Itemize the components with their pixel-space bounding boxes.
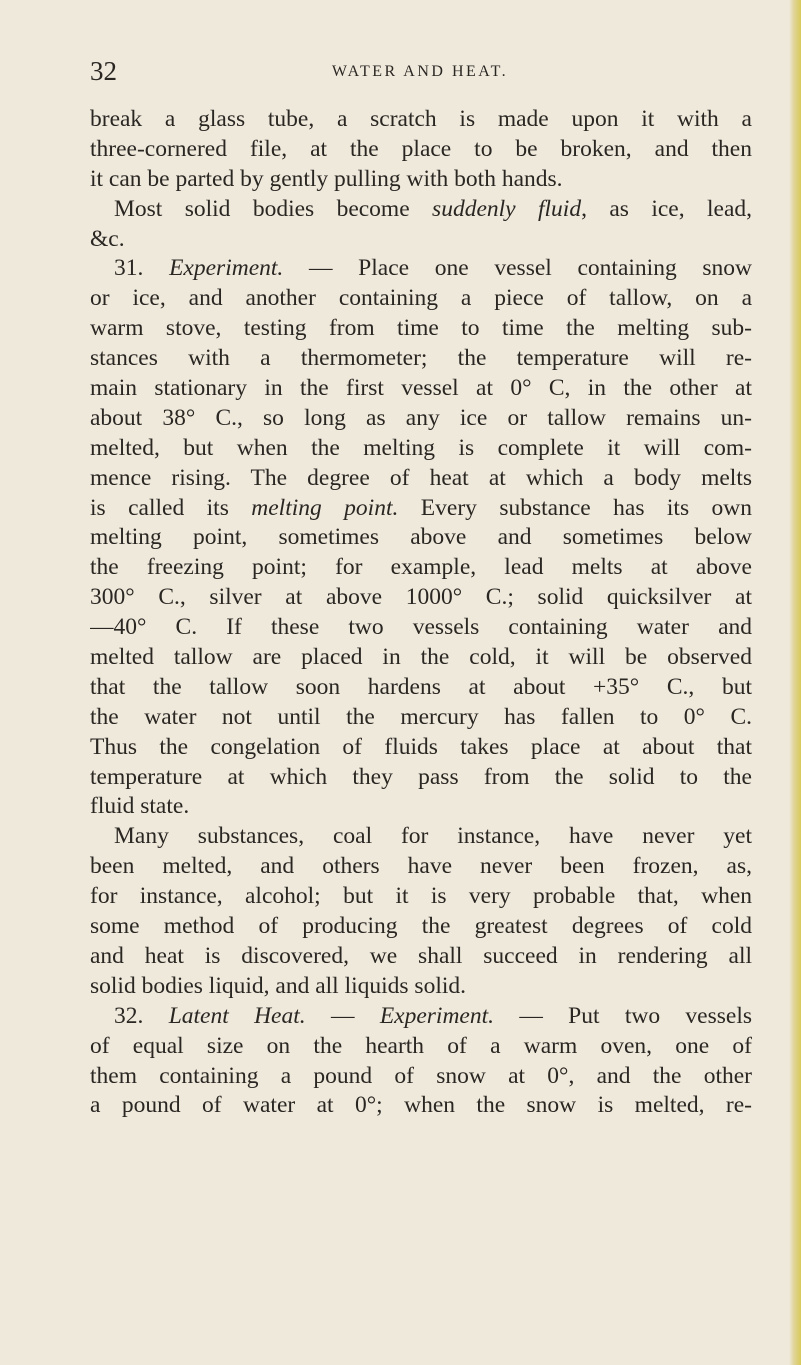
text-line (90, 434, 752, 464)
text-segment: &c. (90, 225, 125, 252)
text-segment: them containing a pound of snow at 0°, and the other (90, 1062, 752, 1089)
text-line (90, 613, 752, 643)
text-segment: 300° C., silver at above 1000° C.; solid quicksilver at (90, 584, 752, 611)
text-segment: 32. (114, 1002, 169, 1029)
text-line (90, 344, 752, 374)
text-segment: break a glass tube, a scratch is made upon it with a (90, 106, 752, 132)
text-line (90, 225, 752, 255)
italic-text: Experiment. (169, 255, 284, 282)
text-line (90, 404, 752, 434)
text-segment: of equal size on the hearth of a warm oven, one of (90, 1032, 752, 1059)
text-segment: is called its (90, 494, 252, 521)
text-segment: or ice, and another containing a piece of tallow, on a (90, 285, 752, 312)
text-line (90, 763, 752, 793)
text-line (90, 1062, 752, 1092)
text-segment: about 38° C., so long as any ice or tallow remains un- (90, 404, 752, 431)
text-segment: — (305, 1002, 380, 1029)
text-segment: warm stove, testing from time to time the melting sub- (90, 315, 752, 342)
text-segment: some method of producing the greatest degrees of cold (90, 913, 752, 940)
text-line (90, 792, 752, 822)
text-line (90, 464, 752, 494)
text-line (90, 583, 752, 613)
text-line (90, 374, 752, 404)
text-segment: the freezing point; for example, lead melts at above (90, 554, 752, 581)
text-line (90, 284, 752, 314)
text-segment: Most solid bodies become (114, 195, 433, 222)
text-line (90, 105, 752, 135)
text-line (90, 972, 752, 1002)
text-line (90, 494, 752, 524)
text-line (90, 942, 752, 972)
text-segment: Every substance has its own (398, 494, 752, 521)
text-segment: three-cornered file, at the place to be broken, and then (90, 135, 752, 162)
text-line (90, 523, 752, 553)
text-segment: melting point, sometimes above and sometimes below (90, 524, 752, 551)
running-title: WATER AND HEAT. (331, 63, 509, 80)
text-line (90, 673, 752, 703)
text-line (90, 254, 752, 284)
text-line (90, 1002, 752, 1032)
text-segment: stances with a thermometer; the temperature will re- (90, 345, 752, 372)
text-line (90, 733, 752, 763)
text-segment: melted tallow are placed in the cold, it will be observed (90, 644, 752, 671)
text-segment: mence rising. The degree of heat at which a body melts (90, 464, 752, 491)
page-header (90, 56, 750, 86)
text-segment: solid bodies liquid, and all liquids solid. (90, 972, 466, 999)
text-segment: 31. (114, 255, 170, 282)
text-segment: — Put two vessels (494, 1002, 752, 1029)
text-line (90, 1091, 752, 1121)
text-segment: melted, but when the melting is complete it will com- (90, 434, 752, 461)
text-segment: a pound of water at 0°; when the snow is melted, re- (90, 1092, 752, 1119)
text-line (90, 882, 752, 912)
text-segment: —40° C. If these two vessels containing water and (90, 614, 752, 641)
text-line (90, 703, 752, 733)
text-segment: for instance, alcohol; but it is very probable that, when (90, 883, 752, 910)
text-line (90, 912, 752, 942)
text-line (90, 1032, 752, 1062)
text-segment: , as ice, lead, (581, 195, 752, 222)
text-segment: been melted, and others have never been frozen, as, (90, 853, 752, 880)
text-segment: — Place one vessel containing snow (283, 255, 752, 282)
body-text (90, 105, 752, 1121)
italic-text: Experiment. (379, 1002, 495, 1029)
text-line (90, 822, 752, 852)
text-line (90, 852, 752, 882)
text-line (90, 643, 752, 673)
text-segment: Many substances, coal for instance, have never yet (114, 823, 752, 850)
text-line (90, 165, 752, 195)
text-segment: fluid state. (90, 793, 190, 820)
italic-text: melting point. (251, 494, 399, 521)
italic-text: suddenly fluid (432, 195, 582, 222)
text-segment: and heat is discovered, we shall succeed in rendering all (90, 942, 752, 969)
text-line (90, 553, 752, 583)
text-segment: the water not until the mercury has fallen to 0° C. (90, 703, 752, 730)
page-number: 32 (90, 56, 117, 86)
italic-text: Latent Heat. (168, 1002, 306, 1029)
text-segment: it can be parted by gently pulling with both hands. (90, 165, 563, 192)
text-segment: Thus the congelation of fluids takes place at about that (90, 733, 752, 760)
text-line (90, 195, 752, 225)
page-edge (789, 0, 801, 1365)
text-segment: temperature at which they pass from the solid to the (90, 763, 752, 790)
text-line (90, 314, 752, 344)
text-line (90, 135, 752, 165)
text-segment: main stationary in the first vessel at 0° C, in the other at (90, 375, 752, 402)
text-segment: that the tallow soon hardens at about +35° C., but (90, 673, 752, 700)
